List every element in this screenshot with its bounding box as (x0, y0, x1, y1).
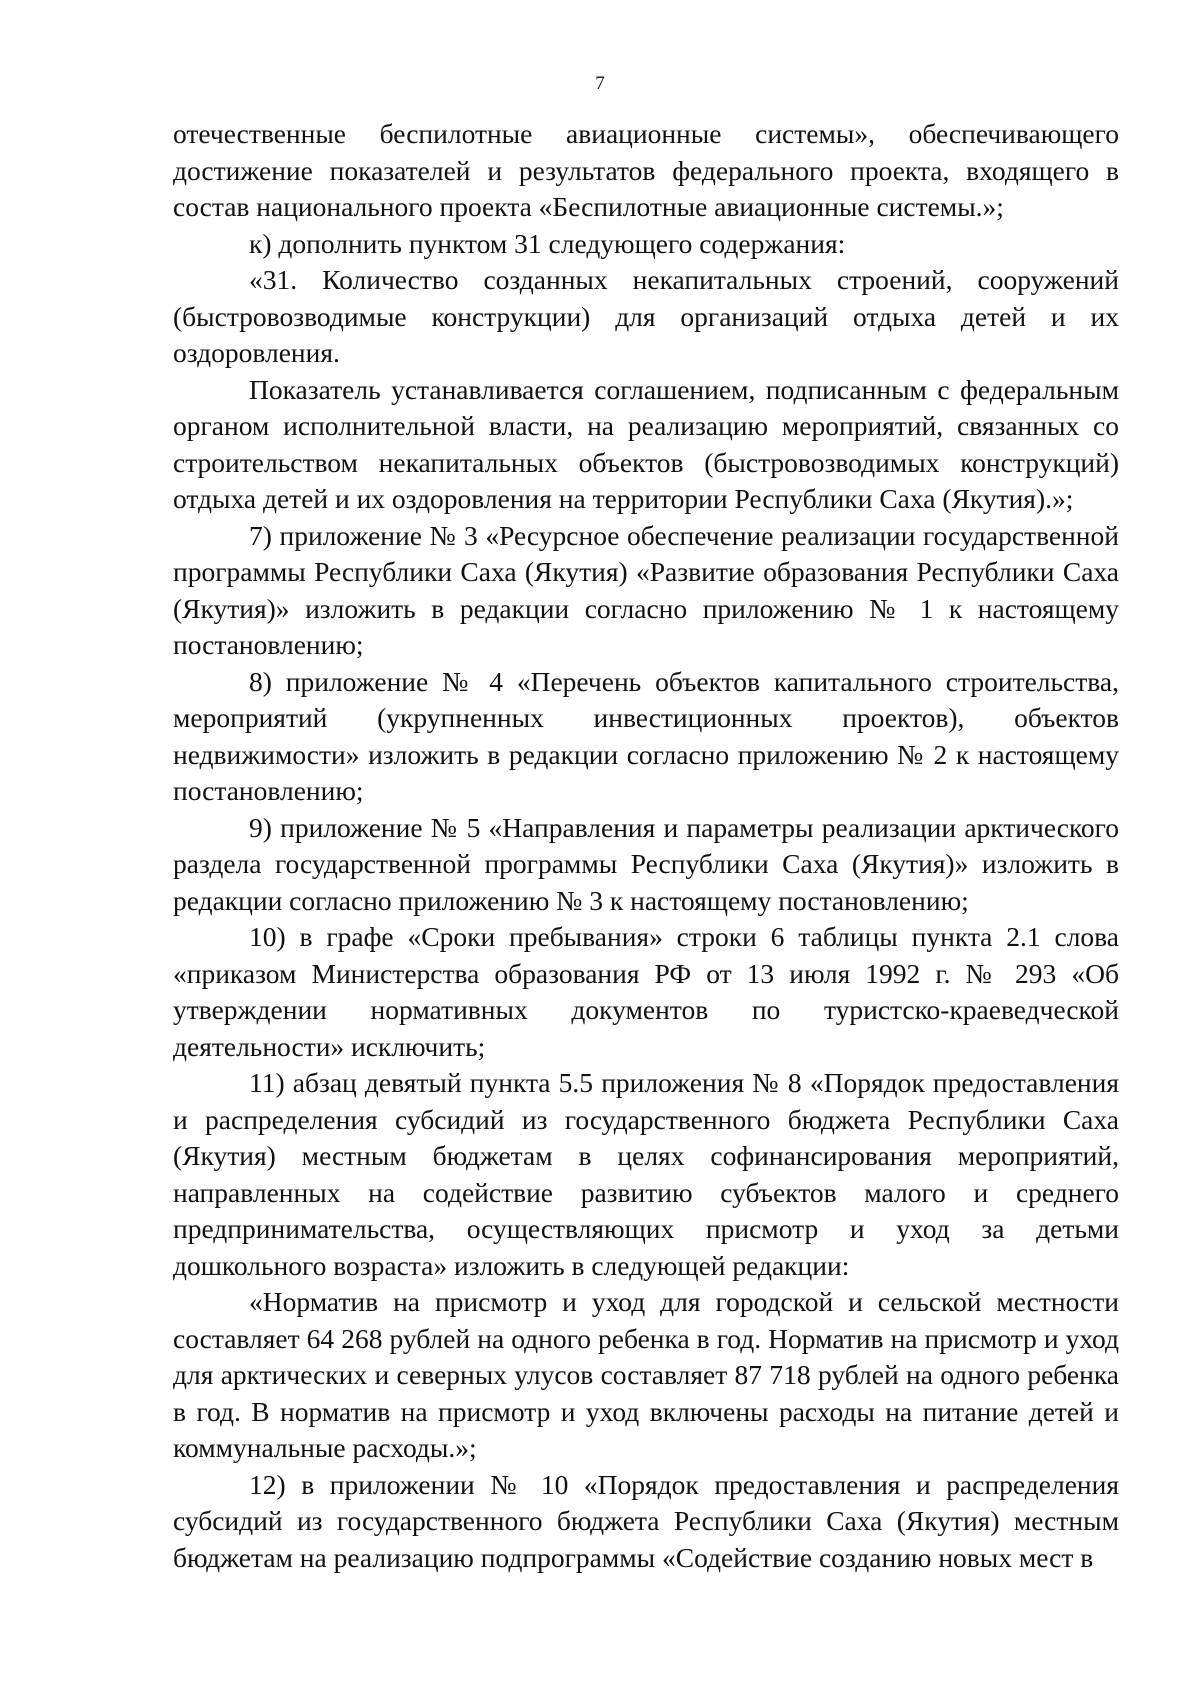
paragraph-item-10: 10) в графе «Сроки пребывания» строки 6 таблицы пункта 2.1 слова «приказом Министерства образования РФ от 13 июля 1992 г. № 293 «Об утверждении нормативных документов по туристско-краеведческой деятельности» исключить; (173, 921, 1119, 1062)
paragraph-item-12: 12) в приложении № 10 «Порядок предоставления и распределения субсидий из государственного бюджета Республики Саха (Якутия) местным бюджетам на реализацию подпрограммы «Содействие созданию новых мест в (173, 1468, 1119, 1573)
paragraph-item-11: 11) абзац девятый пункта 5.5 приложения № 8 «Порядок предоставления и распределения субсидий из государственного бюджета Республики Саха (Якутия) местным бюджетам в целях софинансирования мероприятий, направленных на содействие развитию субъектов малого и среднего предпринимательства, осуществляющих присмотр и уход за детьми дошкольного возраста» изложить в следующей редакции: (173, 1067, 1119, 1281)
paragraph-normative: «Норматив на присмотр и уход для городской и сельской местности составляет 64 268 рублей на одного ребенка в год. Норматив на присмотр и уход для арктических и северных улусов составляет 87 718 рублей на одного ребенка в год. В норматив на присмотр и уход включены расходы на питание детей и коммунальные расходы.»; (173, 1286, 1119, 1463)
paragraph-item-k: к) дополнить пунктом 31 следующего содержания: (249, 227, 846, 259)
paragraph-item-9: 9) приложение № 5 «Направления и параметры реализации арктического раздела государственной программы Республики Саха (Якутия)» изложить в редакции согласно приложению № 3 к настоящему постановлению; (173, 811, 1119, 916)
document-body (173, 116, 1119, 1576)
paragraph-item-7: 7) приложение № 3 «Ресурсное обеспечение реализации государственной программы Республики Саха (Якутия) «Развитие образования Республики Саха (Якутия)» изложить в редакции согласно приложению № 1 к настоящему постановлению; (173, 519, 1119, 660)
paragraph-indicator-note: Показатель устанавливается соглашением, подписанным с федеральным органом исполнительной власти, на реализацию мероприятий, связанных со строительством некапитальных объектов (быстровозводимых конструкций) отдыха детей и их оздоровления на территории Республики Саха (Якутия).»; (173, 373, 1119, 514)
page-number: 7 (595, 73, 605, 94)
paragraph-item-8: 8) приложение № 4 «Перечень объектов капитального строительства, мероприятий (укрупненных инвестиционных проектов), объектов недвижимости» изложить в редакции согласно приложению № 2 к настоящему постановлению; (173, 665, 1119, 806)
paragraph-continuation: отечественные беспилотные авиационные системы», обеспечивающего достижение показателей и результатов федерального проекта, входящего в состав национального проекта «Беспилотные авиационные системы.»; (173, 118, 1119, 222)
paragraph-point-31: «31. Количество созданных некапитальных строений, сооружений (быстровозводимые конструкции) для организаций отдыха детей и их оздоровления. (173, 264, 1119, 368)
